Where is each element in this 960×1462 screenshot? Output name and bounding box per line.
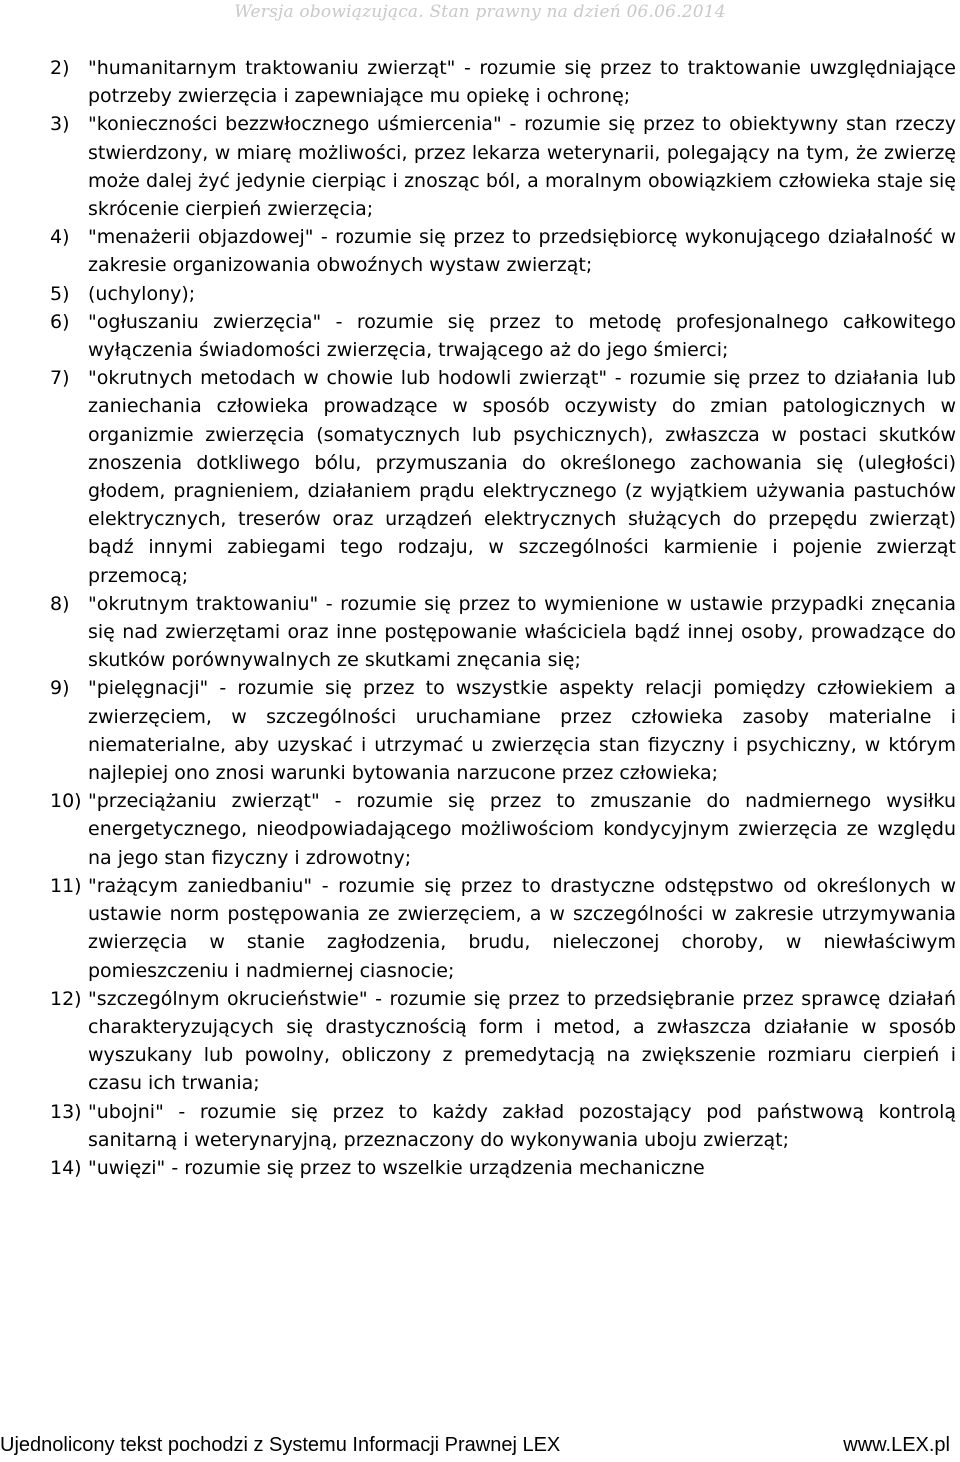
- item-number: 12): [50, 987, 82, 1010]
- item-number: 8): [50, 592, 70, 615]
- item-number: 7): [50, 367, 70, 390]
- definition-item: [50, 674, 956, 787]
- definition-item: [50, 985, 956, 1098]
- item-text: (uchylony);: [88, 282, 196, 305]
- item-number: 6): [50, 310, 70, 333]
- definition-item: [50, 787, 956, 872]
- footer-website-link[interactable]: www.LEX.pl: [843, 1434, 950, 1456]
- item-text: "konieczności bezzwłocznego uśmiercenia" - rozumie się przez to obiektywny stan rzeczy stwierdzony, w miarę możliwości, przez lekarza weterynarii, polegający na tym, że zwierzę może dalej żyć jedynie cierpiąc i znosząc ból, a moralnym obowiązkiem człowieka staje się skrócenie cierpień zwierzęcia;: [88, 113, 956, 221]
- item-text: "ubojni" - rozumie się przez to każdy zakład pozostający pod państwową kontrolą sanitarną i weterynaryjną, przeznaczony do wykonywania uboju zwierząt;: [88, 1100, 956, 1151]
- item-text: "menażerii objazdowej" - rozumie się przez to przedsiębiorcę wykonującego działalność w zakresie organizowania obwoźnych wystaw zwierząt;: [88, 226, 956, 277]
- definition-item: [50, 308, 956, 364]
- item-text: "przeciążaniu zwierząt" - rozumie się przez to zmuszanie do nadmiernego wysiłku energetycznego, nieodpowiadającego możliwościom kondycyjnym zwierzęcia ze względu na jego stan fizyczny i zdrowotny;: [88, 790, 956, 869]
- definition-item: [50, 364, 956, 590]
- definition-item: [50, 1154, 956, 1182]
- definition-item: [50, 223, 956, 279]
- item-text: "uwięzi" - rozumie się przez to wszelkie urządzenia mechaniczne: [88, 1156, 705, 1179]
- item-number: 14): [50, 1156, 82, 1179]
- item-number: 5): [50, 282, 70, 305]
- page-footer: [0, 1434, 960, 1462]
- item-number: 13): [50, 1100, 82, 1123]
- definition-item: [50, 280, 956, 308]
- item-number: 10): [50, 790, 82, 813]
- item-number: 11): [50, 874, 82, 897]
- item-number: 9): [50, 677, 70, 700]
- page-header: Wersja obowiązująca. Stan prawny na dzień 06.06.2014: [234, 2, 726, 22]
- definition-item: [50, 110, 956, 223]
- item-number: 3): [50, 113, 70, 136]
- definition-item: [50, 590, 956, 675]
- definition-item: [50, 54, 956, 110]
- item-text: "okrutnym traktowaniu" - rozumie się przez to wymienione w ustawie przypadki znęcania się nad zwierzętami oraz inne postępowanie właściciela bądź innej osoby, prowadzące do skutków porównywalnych ze skutkami znęcania się;: [88, 592, 956, 672]
- item-text: "rażącym zaniedbaniu" - rozumie się przez to drastyczne odstępstwo od określonych w ustawie norm postępowania ze zwierzęciem, a w szczególności w zakresie utrzymywania zwierzęcia w stanie zagłodzenia, brudu, nieleczonej choroby, w niewłaściwym pomieszczeniu i nadmiernej ciasnocie;: [88, 874, 956, 982]
- item-text: "szczególnym okrucieństwie" - rozumie się przez to przedsiębranie przez sprawcę działań charakteryzujących się drastycznością form i metod, a zwłaszcza działanie w sposób wyszukany lub powolny, obliczony z premedytacją na zwiększenie rozmiaru cierpień i czasu ich trwania;: [88, 987, 956, 1095]
- item-number: 2): [50, 57, 70, 79]
- footer-source-text: Ujednolicony tekst pochodzi z Systemu Informacji Prawnej LEX: [0, 1434, 561, 1456]
- item-number: 4): [50, 226, 70, 249]
- definition-item: [50, 872, 956, 985]
- definition-item: [50, 1098, 956, 1154]
- item-text: "ogłuszaniu zwierzęcia" - rozumie się przez to metodę profesjonalnego całkowitego wyłączenia świadomości zwierzęcia, trwającego aż do jego śmierci;: [88, 310, 956, 362]
- item-text: "okrutnych metodach w chowie lub hodowli zwierząt" - rozumie się przez to działania lub zaniechania człowieka prowadzące w sposób oczywisty do zmian patologicznych w organizmie zwierzęcia (somatycznych lub psychicznych), zwłaszcza w postaci skutków znoszenia dotkliwego bólu, przymuszania do określonego zachowania się (uległości) głodem, pragnieniem, działaniem prądu elektrycznego (z wyjątkiem używania pastuchów elektrycznych, treserów oraz urządzeń elektrycznych służących do przepędu zwierząt) bądź innymi zabiegami tego rodzaju, w szczególności karmienie i pojenie zwierząt przemocą;: [88, 367, 956, 587]
- definitions-list: [50, 54, 956, 1182]
- item-text: "pielęgnacji" - rozumie się przez to wszystkie aspekty relacji pomiędzy człowiekiem a zwierzęciem, w szczególności uruchamiane przez człowieka zasoby materialne i niematerialne, aby uzyskać i utrzymać u zwierzęcia stan fizyczny i psychiczny, w którym najlepiej ono znosi warunki bytowania narzucone przez człowieka;: [88, 677, 956, 785]
- item-text: "humanitarnym traktowaniu zwierząt" - rozumie się przez to traktowanie uwzględniające potrzeby zwierzęcia i zapewniające mu opiekę i ochronę;: [88, 57, 956, 108]
